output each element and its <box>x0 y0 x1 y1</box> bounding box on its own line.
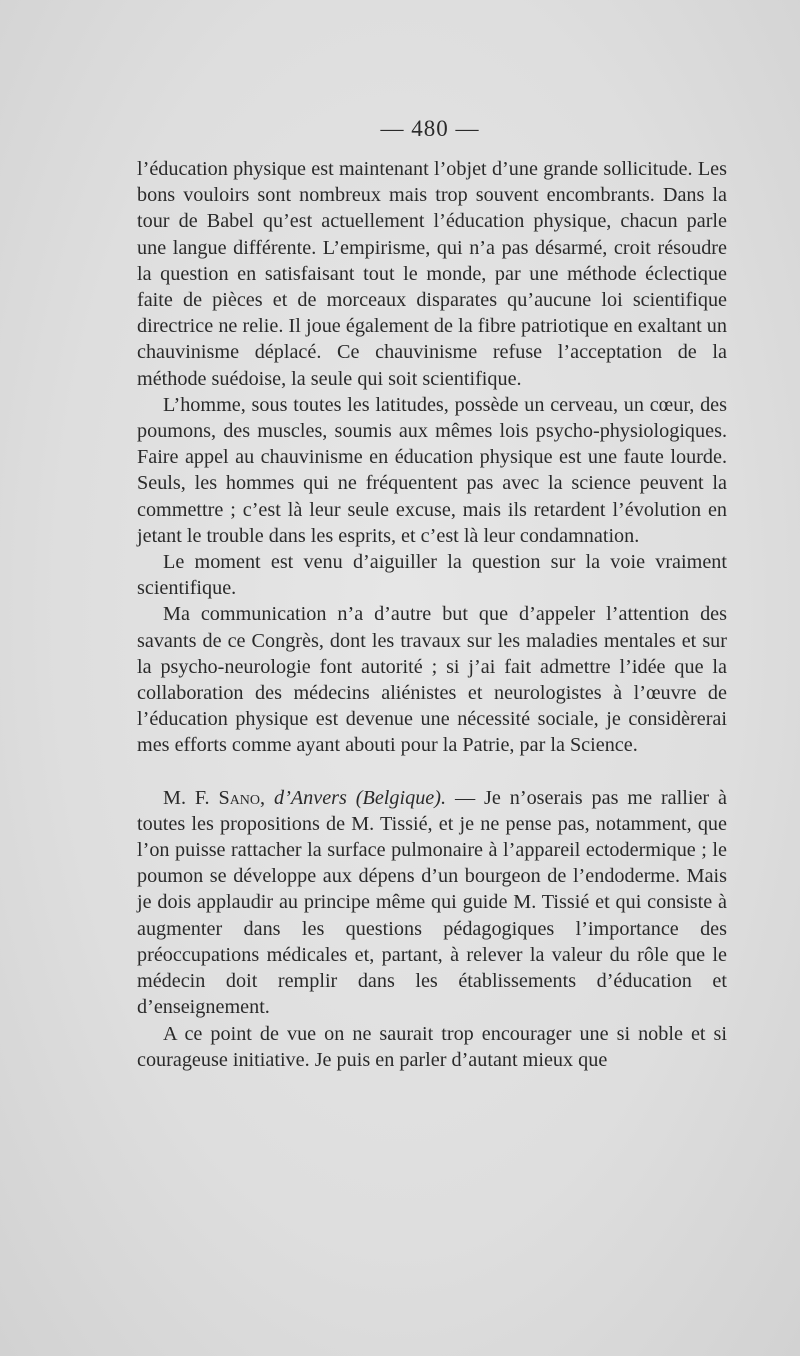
reply-text: — Je n’oserais pas me rallier à toutes les propositions de M. Tissié, et je ne pense pas, notamment, que l’on puisse rattacher la surface pulmonaire à l’appareil ectodermique ; le poumon se développe aux dépens d’un bourgeon de l’endoderme. Mais je dois applaudir au principe même qui guide M. Tissié et qui consiste à augmenter dans les questions pédagogiques l’importance des préoccupations médicales et, partant, à relever la valeur du rôle que le médecin doit remplir dans les établissements d’éducation et d’enseignement. <box>137 786 728 1019</box>
paragraph-homme: L’homme, sous toutes les latitudes, possède un cerveau, un cœur, des poumons, des muscles, soumis aux mêmes lois psycho-physiologiques. Faire appel au chauvinisme en éducation physique est une faute lourde. Seuls, les hommes qui ne fréquentent pas avec la science peuvent la commettre ; c’est là leur seule excuse, mais ils retardent l’évolution en jetant le trouble dans les esprits, et c’est là leur condamnation. <box>137 393 727 547</box>
paragraph-closing: A ce point de vue on ne saurait trop encourager une si noble et si courageuse initiative. Je puis en parler d’autant mieux que <box>137 1022 727 1071</box>
paragraph-sano-reply <box>137 785 727 1021</box>
page-number: — 480 — <box>380 116 480 141</box>
paragraph-moment: Le moment est venu d’aiguiller la question sur la voie vraiment scientifique. <box>137 551 727 600</box>
body-text <box>137 156 727 1073</box>
speaker-place: d’Anvers (Belgique). <box>274 786 447 809</box>
paragraph-communication: Ma communication n’a d’autre but que d’appeler l’attention des savants de ce Congrès, dont les travaux sur les maladies mentales et sur la psycho-neurologie font autorité ; si j’ai fait admettre l’idée que la collaboration des médecins aliénistes et neurologistes à l’œuvre de l’éducation physique est devenue une nécessité sociale, je considèrerai mes efforts comme ayant abouti pour la Patrie, par la Science. <box>137 603 727 757</box>
paragraph-education-physique: l’éducation physique est maintenant l’objet d’une grande sollicitude. Les bons vouloirs sont nombreux mais trop souvent encombrants. Dans la tour de Babel qu’est actuellement l’éducation physique, chacun parle une langue différente. L’empirisme, qui n’a pas désarmé, croit résoudre la question en satisfaisant tout le monde, par une méthode éclectique faite de pièces et de morceaux disparates qu’aucune loi scientifique directrice ne relie. Il joue également de la fibre patriotique en exaltant un chauvinisme déplacé. Ce chauvinisme refuse l’acceptation de la méthode suédoise, la seule qui soit scientifique. <box>137 158 727 390</box>
speaker-name: M. F. Sano, <box>163 786 266 809</box>
